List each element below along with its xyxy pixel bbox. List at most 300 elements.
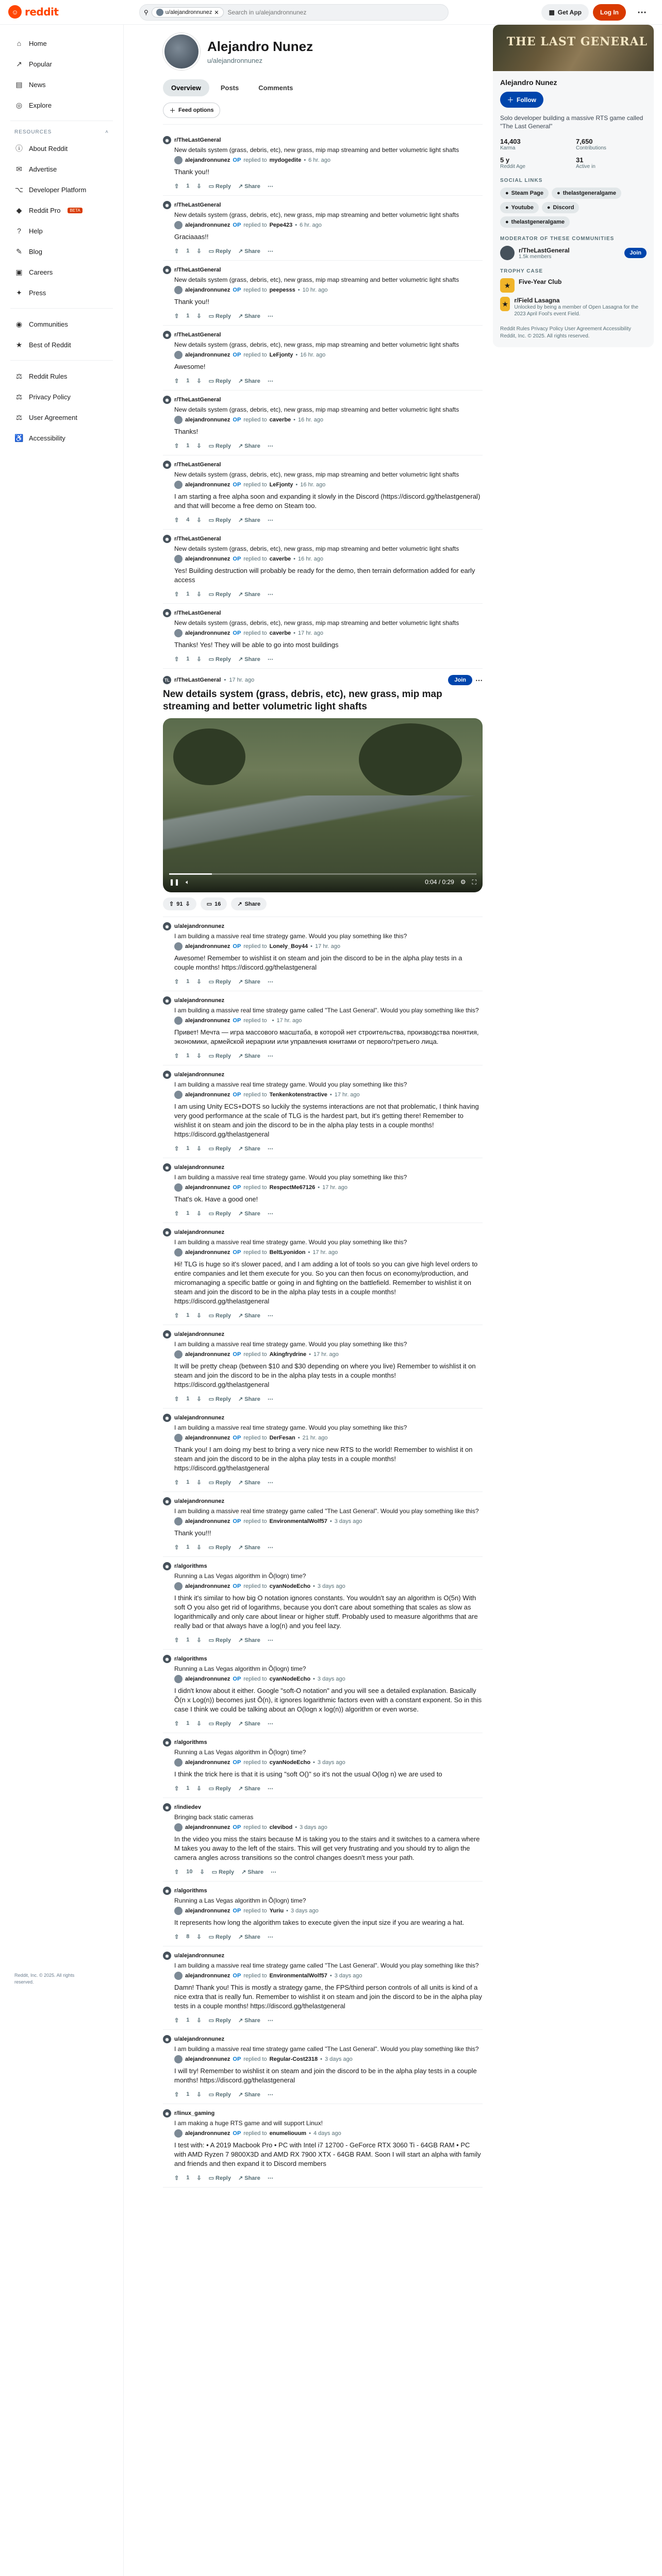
share-button[interactable]: ↗ Share (238, 1544, 260, 1551)
share-button[interactable]: ↗ Share (238, 978, 260, 985)
sidebar-item-reddit-pro[interactable] (6, 200, 117, 221)
replied-to-user[interactable]: Yuriu (269, 1908, 284, 1914)
replied-to-user[interactable]: mydogedite (269, 157, 302, 163)
comment-post-title[interactable]: I am making a huge RTS game and will support Linux! (174, 2120, 323, 2127)
more-options-icon[interactable]: ⋯ (630, 4, 654, 21)
upvote-icon[interactable]: ⇧ (174, 591, 179, 598)
sidebar-item-best-of-reddit[interactable] (6, 334, 117, 355)
chip-close-icon[interactable]: ✕ (214, 9, 219, 16)
downvote-icon[interactable]: ⇩ (196, 1934, 202, 1940)
share-button[interactable]: ↗ Share (238, 1720, 260, 1727)
comment-more-icon[interactable]: ⋯ (267, 978, 273, 985)
reply-button[interactable]: ▭ Reply (208, 1544, 231, 1551)
comment-more-icon[interactable]: ⋯ (267, 1479, 273, 1486)
comment-item[interactable] (163, 1158, 483, 1223)
comment-post-title[interactable]: New details system (grass, debris, etc), new grass, mip map streaming and better volumetric light shafts (174, 341, 459, 348)
reply-button[interactable]: ▭ Reply (208, 1785, 231, 1792)
comment-item[interactable] (163, 1650, 483, 1733)
social-link[interactable] (552, 188, 621, 199)
reply-button[interactable]: ▭ Reply (208, 378, 231, 384)
share-button[interactable]: ↗ Share (238, 1312, 260, 1319)
log-in-button[interactable]: Log In (593, 4, 626, 21)
share-button[interactable]: ↗ Share (238, 517, 260, 523)
share-button[interactable]: ↗ Share (238, 656, 260, 663)
reply-button[interactable]: ▭ Reply (208, 248, 231, 255)
comment-subreddit[interactable]: u/alejandronnunez (174, 1229, 225, 1235)
comment-more-icon[interactable]: ⋯ (267, 656, 273, 663)
comment-author[interactable]: alejandronnunez (185, 1759, 230, 1766)
share-button[interactable]: ↗ Share (238, 1210, 260, 1217)
comment-subreddit[interactable]: u/alejandronnunez (174, 1331, 225, 1337)
reply-button[interactable]: ▭ Reply (208, 1637, 231, 1643)
comment-author[interactable]: alejandronnunez (185, 1676, 230, 1682)
comment-subreddit[interactable]: r/TheLastGeneral (174, 332, 221, 338)
comment-item[interactable] (163, 991, 483, 1065)
downvote-icon[interactable]: ⇩ (196, 2017, 202, 2024)
reply-button[interactable]: ▭ Reply (208, 1934, 231, 1940)
sidebar-item-developer-platform[interactable] (6, 179, 117, 200)
comment-author[interactable]: alejandronnunez (185, 1018, 230, 1024)
comment-author[interactable]: alejandronnunez (185, 2130, 230, 2137)
replied-to-user[interactable]: LeFjonty (269, 352, 293, 358)
comment-subreddit[interactable]: r/algorithms (174, 1739, 207, 1745)
comment-author[interactable]: alejandronnunez (185, 352, 230, 358)
share-button[interactable]: ↗ Share (238, 313, 260, 319)
reddit-logo[interactable] (8, 5, 58, 19)
replied-to-user[interactable]: cyanNodeEcho (269, 1676, 311, 1682)
downvote-icon[interactable]: ⇩ (196, 1785, 202, 1792)
comment-item[interactable] (163, 2104, 483, 2188)
upvote-icon[interactable]: ⇧ (174, 2175, 179, 2181)
sidebar-item-explore[interactable] (6, 95, 117, 115)
comment-subreddit[interactable]: r/algorithms (174, 1888, 207, 1894)
upvote-icon[interactable]: ⇧ (174, 1479, 179, 1486)
comment-subreddit[interactable]: u/alejandronnunez (174, 1498, 225, 1504)
comment-more-icon[interactable]: ⋯ (267, 2017, 273, 2024)
downvote-icon[interactable]: ⇩ (200, 1869, 205, 1875)
search-bar[interactable] (139, 4, 449, 21)
share-button[interactable]: ↗ Share (238, 378, 260, 384)
comment-subreddit[interactable]: r/TheLastGeneral (174, 536, 221, 542)
comment-item[interactable] (163, 455, 483, 530)
replied-to-user[interactable]: DerFesan (269, 1435, 295, 1441)
comment-more-icon[interactable]: ⋯ (267, 248, 273, 255)
comment-post-title[interactable]: Running a Las Vegas algorithm in Õ(logn) time? (174, 1572, 306, 1580)
downvote-icon[interactable]: ⇩ (196, 1145, 202, 1152)
pause-icon[interactable]: ❚❚ (169, 878, 180, 886)
downvote-icon[interactable]: ⇩ (196, 1544, 202, 1551)
tab-comments[interactable]: Comments (258, 84, 293, 92)
sidebar-item-careers[interactable] (6, 262, 117, 282)
comment-post-title[interactable]: New details system (grass, debris, etc), new grass, mip map streaming and better volumetric light shafts (174, 146, 459, 154)
upvote-icon[interactable]: ⇧ (174, 1785, 179, 1792)
share-button[interactable]: ↗ Share (238, 591, 260, 598)
reply-button[interactable]: ▭ Reply (208, 1312, 231, 1319)
sidebar-item-about-reddit[interactable] (6, 138, 117, 159)
downvote-icon[interactable]: ⇩ (196, 443, 202, 449)
replied-to-user[interactable]: Regular-Cost2318 (269, 2056, 318, 2062)
comment-more-icon[interactable]: ⋯ (267, 1544, 273, 1551)
upvote-icon[interactable]: ⇧ (174, 378, 179, 384)
reply-button[interactable]: ▭ Reply (208, 2175, 231, 2181)
tab-posts[interactable]: Posts (220, 84, 239, 92)
post-title[interactable]: New details system (grass, debris, etc), new grass, mip map streaming and better volumetric light shafts (163, 689, 442, 712)
replied-to-user[interactable]: caverbe (269, 556, 291, 562)
post-subreddit[interactable]: r/TheLastGeneral (174, 677, 221, 683)
comment-subreddit[interactable]: u/alejandronnunez (174, 2036, 225, 2042)
share-button[interactable]: ↗ Share (238, 1479, 260, 1486)
upvote-icon[interactable]: ⇧ (174, 1544, 179, 1551)
replied-to-user[interactable]: Tenkenkotenstractive (269, 1092, 327, 1098)
tab-overview[interactable]: Overview (163, 79, 209, 96)
comment-post-title[interactable]: I am building a massive real time strategy game. Would you play something like this? (174, 1424, 407, 1431)
share-button[interactable]: ↗ Share (238, 443, 260, 449)
upvote-icon[interactable]: ⇧ (174, 1934, 179, 1940)
comment-post-title[interactable]: Running a Las Vegas algorithm in Õ(logn) time? (174, 1665, 306, 1672)
upvote-icon[interactable]: ⇧ (174, 248, 179, 255)
comment-subreddit[interactable]: r/algorithms (174, 1563, 207, 1569)
fullscreen-icon[interactable]: ⛶ (472, 878, 476, 886)
replied-to-user[interactable]: caverbe (269, 417, 291, 423)
comment-subreddit[interactable]: r/TheLastGeneral (174, 137, 221, 143)
comment-more-icon[interactable]: ⋯ (267, 1934, 273, 1940)
upvote-icon[interactable]: ⇧ (174, 1720, 179, 1727)
comment-item[interactable] (163, 196, 483, 261)
upvote-icon[interactable]: ⇧ (174, 1210, 179, 1217)
downvote-icon[interactable]: ⇩ (196, 591, 202, 598)
reply-button[interactable]: ▭ Reply (208, 183, 231, 190)
comment-item[interactable] (163, 1325, 483, 1409)
upvote-icon[interactable]: ⇧ (169, 901, 174, 907)
comment-author[interactable]: alejandronnunez (185, 1184, 230, 1191)
comment-subreddit[interactable]: u/alejandronnunez (174, 1415, 225, 1421)
sidebar-item-advertise[interactable] (6, 159, 117, 179)
comment-post-title[interactable]: I am building a massive real time strategy game. Would you play something like this? (174, 933, 407, 940)
upvote-icon[interactable]: ⇧ (174, 1869, 179, 1875)
comment-subreddit[interactable]: u/alejandronnunez (174, 1072, 225, 1078)
comment-post-title[interactable]: New details system (grass, debris, etc), new grass, mip map streaming and better volumetric light shafts (174, 471, 459, 478)
comment-subreddit[interactable]: r/TheLastGeneral (174, 462, 221, 468)
get-app-button[interactable] (541, 4, 589, 21)
comment-more-icon[interactable]: ⋯ (267, 378, 273, 384)
upvote-icon[interactable]: ⇧ (174, 1053, 179, 1059)
community-name[interactable]: r/TheLastGeneral (519, 246, 570, 254)
downvote-icon[interactable]: ⇩ (185, 901, 190, 907)
social-link[interactable] (500, 216, 570, 228)
comment-subreddit[interactable]: u/alejandronnunez (174, 923, 225, 929)
sidebar-item-label: Advertise (29, 165, 57, 173)
share-button[interactable]: ↗ Share (238, 1934, 260, 1940)
comment-post-title[interactable]: Running a Las Vegas algorithm in Õ(logn) time? (174, 1749, 306, 1756)
comment-more-icon[interactable]: ⋯ (267, 1053, 273, 1059)
replied-to-user[interactable]: enumeliouum (269, 2130, 307, 2137)
upvote-icon[interactable]: ⇧ (174, 656, 179, 663)
comment-post-title[interactable]: New details system (grass, debris, etc), new grass, mip map streaming and better volumetric light shafts (174, 619, 459, 626)
comment-more-icon[interactable]: ⋯ (267, 183, 273, 190)
comment-post-title[interactable]: I am building a massive real time strategy game called "The Last General". Would you play something like this? (174, 1507, 479, 1515)
comment-subreddit[interactable]: u/alejandronnunez (174, 997, 225, 1004)
reply-button[interactable]: ▭ Reply (211, 1869, 235, 1875)
reply-button[interactable]: ▭ Reply (208, 2091, 231, 2098)
reply-button[interactable]: ▭ Reply (208, 313, 231, 319)
share-button[interactable]: ↗ Share (238, 2017, 260, 2024)
comment-more-icon[interactable]: ⋯ (267, 2091, 273, 2098)
downvote-icon[interactable]: ⇩ (196, 2091, 202, 2098)
sidebar-item-user-agreement[interactable] (6, 407, 117, 428)
comment-subreddit[interactable]: u/alejandronnunez (174, 1953, 225, 1959)
sidebar-item-reddit-rules[interactable] (6, 366, 117, 386)
comment-subreddit[interactable]: u/alejandronnunez (174, 1164, 225, 1171)
post-video[interactable] (163, 718, 483, 892)
replied-to-user[interactable]: clevibod (269, 1824, 293, 1831)
downvote-icon[interactable]: ⇩ (196, 1396, 202, 1402)
settings-icon[interactable]: ⚙ (460, 878, 466, 886)
comment-post-title[interactable]: Running a Las Vegas algorithm in Õ(logn) time? (174, 1897, 306, 1904)
reply-button[interactable]: ▭ Reply (208, 517, 231, 523)
downvote-icon[interactable]: ⇩ (196, 248, 202, 255)
sidebar-item-news[interactable] (6, 74, 117, 95)
downvote-icon[interactable]: ⇩ (196, 517, 202, 523)
replied-to-user[interactable]: BeltLyonidon (269, 1249, 306, 1256)
volume-icon[interactable]: 🔈︎ (186, 878, 190, 886)
search-scope-chip[interactable] (152, 7, 224, 18)
sidebar-item-privacy-policy[interactable] (6, 386, 117, 407)
comment-post-title[interactable]: I am building a massive real time strategy game called "The Last General". Would you play something like this? (174, 1962, 479, 1969)
comment-item[interactable] (163, 1223, 483, 1325)
comment-author[interactable]: alejandronnunez (185, 2056, 230, 2062)
vote-button[interactable] (163, 897, 196, 910)
comment-post-title[interactable]: New details system (grass, debris, etc), new grass, mip map streaming and better volumetric light shafts (174, 545, 459, 552)
share-button[interactable]: ↗ Share (238, 1145, 260, 1152)
share-button[interactable]: ↗ Share (238, 248, 260, 255)
reply-button[interactable]: ▭ Reply (208, 1720, 231, 1727)
comment-more-icon[interactable]: ⋯ (267, 1312, 273, 1319)
comment-author[interactable]: alejandronnunez (185, 556, 230, 562)
comment-author[interactable]: alejandronnunez (185, 630, 230, 636)
upvote-icon[interactable]: ⇧ (174, 1145, 179, 1152)
comment-score: 1 (186, 1053, 190, 1059)
sidebar-item-help[interactable] (6, 221, 117, 241)
replied-to-user[interactable]: EnvironmentalWolf57 (269, 1973, 327, 1979)
comment-more-icon[interactable]: ⋯ (267, 517, 273, 523)
replied-to-user[interactable]: Pepe423 (269, 222, 293, 228)
comment-item[interactable] (163, 530, 483, 604)
reply-button[interactable]: ▭ Reply (208, 2017, 231, 2024)
comment-item[interactable] (163, 604, 483, 669)
comment-post-title[interactable]: I am building a massive real time strategy game. Would you play something like this? (174, 1341, 407, 1348)
comment-subreddit[interactable]: r/TheLastGeneral (174, 610, 221, 616)
upvote-icon[interactable]: ⇧ (174, 1637, 179, 1643)
comment-post-title[interactable]: I am building a massive real time strategy game. Would you play something like this? (174, 1174, 407, 1181)
comment-post-title[interactable]: I am building a massive real time strategy game. Would you play something like this? (174, 1239, 407, 1246)
comment-author[interactable]: alejandronnunez (185, 1824, 230, 1831)
replied-to-user[interactable]: RespectMe67126 (269, 1184, 316, 1191)
comment-author[interactable]: alejandronnunez (185, 222, 230, 228)
comment-author[interactable]: alejandronnunez (185, 1092, 230, 1098)
sidebar-item-press[interactable] (6, 282, 117, 303)
share-button[interactable]: ↗ Share (238, 1396, 260, 1402)
upvote-icon[interactable]: ⇧ (174, 443, 179, 449)
share-button[interactable]: ↗ Share (238, 2091, 260, 2098)
share-button[interactable]: ↗ Share (238, 183, 260, 190)
reply-button[interactable]: ▭ Reply (208, 656, 231, 663)
comment-post-title[interactable]: Bringing back static cameras (174, 1814, 254, 1821)
upvote-icon[interactable]: ⇧ (174, 183, 179, 190)
replied-to-user[interactable]: EnvironmentalWolf57 (269, 1518, 327, 1524)
downvote-icon[interactable]: ⇩ (196, 1312, 202, 1319)
post-card[interactable] (163, 669, 483, 917)
follow-button[interactable] (500, 92, 543, 108)
join-button[interactable]: Join (448, 675, 472, 685)
comment-post-title[interactable]: I am building a massive real time strategy game called "The Last General". Would you play something like this? (174, 2045, 479, 2053)
comment-more-icon[interactable]: ⋯ (267, 2175, 273, 2181)
comment-item[interactable] (163, 2030, 483, 2104)
reply-button[interactable]: ▭ Reply (208, 1479, 231, 1486)
comment-author[interactable]: alejandronnunez (185, 482, 230, 488)
comment-author[interactable]: alejandronnunez (185, 1908, 230, 1914)
sidebar-item-popular[interactable] (6, 54, 117, 74)
moderated-community[interactable] (500, 246, 647, 260)
comment-author[interactable]: alejandronnunez (185, 1518, 230, 1524)
upvote-icon[interactable]: ⇧ (174, 2091, 179, 2098)
comment-subreddit[interactable]: r/TheLastGeneral (174, 397, 221, 403)
downvote-icon[interactable]: ⇩ (196, 978, 202, 985)
comment-item[interactable] (163, 261, 483, 326)
comment-post-title[interactable]: New details system (grass, debris, etc), new grass, mip map streaming and better volumetric light shafts (174, 276, 459, 283)
comment-subreddit[interactable]: r/indiedev (174, 1804, 201, 1810)
sidebar-item-home[interactable] (6, 33, 117, 54)
comment-author[interactable]: alejandronnunez (185, 417, 230, 423)
social-link[interactable] (542, 202, 580, 213)
downvote-icon[interactable]: ⇩ (196, 1210, 202, 1217)
share-button[interactable] (231, 897, 267, 910)
reply-button[interactable]: ▭ Reply (208, 443, 231, 449)
comment-author[interactable]: alejandronnunez (185, 157, 230, 163)
comment-post-title[interactable]: I am building a massive real time strategy game called "The Last General". Would you play something like this? (174, 1007, 479, 1014)
upvote-icon[interactable]: ⇧ (174, 2017, 179, 2024)
upvote-icon[interactable]: ⇧ (174, 1312, 179, 1319)
replied-to-user[interactable]: cyanNodeEcho (269, 1759, 311, 1766)
share-button[interactable]: ↗ Share (238, 2175, 260, 2181)
social-link[interactable] (500, 202, 539, 213)
reply-button[interactable]: ▭ Reply (208, 1145, 231, 1152)
comments-button[interactable] (201, 897, 227, 910)
comment-author[interactable]: alejandronnunez (185, 1583, 230, 1589)
comment-author[interactable]: alejandronnunez (185, 943, 230, 950)
comment-item[interactable] (163, 1557, 483, 1650)
comment-author[interactable]: alejandronnunez (185, 1435, 230, 1441)
comment-item[interactable] (163, 391, 483, 455)
comment-more-icon[interactable]: ⋯ (267, 1637, 273, 1643)
reply-button[interactable]: ▭ Reply (208, 1210, 231, 1217)
separator: • (320, 2056, 322, 2062)
downvote-icon[interactable]: ⇩ (196, 183, 202, 190)
comment-author[interactable]: alejandronnunez (185, 1249, 230, 1256)
comment-more-icon[interactable]: ⋯ (267, 1145, 273, 1152)
comment-subreddit[interactable]: r/TheLastGeneral (174, 202, 221, 208)
comment-post-title[interactable]: New details system (grass, debris, etc), new grass, mip map streaming and better volumetric light shafts (174, 211, 459, 218)
downvote-icon[interactable]: ⇩ (196, 1053, 202, 1059)
share-button[interactable]: ↗ Share (238, 1053, 260, 1059)
downvote-icon[interactable]: ⇩ (196, 378, 202, 384)
downvote-icon[interactable]: ⇩ (196, 2175, 202, 2181)
upvote-icon[interactable]: ⇧ (174, 1396, 179, 1402)
comment-item[interactable] (163, 1409, 483, 1492)
sidebar-item-blog[interactable] (6, 241, 117, 262)
upvote-icon[interactable]: ⇧ (174, 517, 179, 523)
downvote-icon[interactable]: ⇩ (196, 656, 202, 663)
comment-subreddit[interactable]: r/algorithms (174, 1656, 207, 1662)
replied-to-user[interactable]: cyanNodeEcho (269, 1583, 311, 1589)
upvote-icon[interactable]: ⇧ (174, 313, 179, 319)
comment-author[interactable]: alejandronnunez (185, 287, 230, 293)
feed-options-button[interactable] (163, 103, 220, 118)
share-button[interactable]: ↗ Share (238, 1637, 260, 1643)
reply-button[interactable]: ▭ Reply (208, 978, 231, 985)
comment-subreddit[interactable]: r/TheLastGeneral (174, 267, 221, 273)
sidebar-item-communities[interactable] (6, 314, 117, 334)
share-button[interactable]: ↗ Share (238, 1785, 260, 1792)
reply-button[interactable]: ▭ Reply (208, 1053, 231, 1059)
reply-button[interactable]: ▭ Reply (208, 1396, 231, 1402)
replied-to-user[interactable]: LeFjonty (269, 482, 293, 488)
comment-more-icon[interactable]: ⋯ (267, 1720, 273, 1727)
comment-more-icon[interactable]: ⋯ (267, 1785, 273, 1792)
comment-more-icon[interactable]: ⋯ (267, 313, 273, 319)
post-more-icon[interactable]: ⋯ (475, 675, 483, 684)
reply-button[interactable]: ▭ Reply (208, 591, 231, 598)
share-button[interactable]: ↗ Share (241, 1869, 263, 1875)
comment-item[interactable] (163, 1946, 483, 2030)
comment-item[interactable] (163, 1733, 483, 1798)
resources-heading[interactable] (6, 126, 117, 138)
comment-post-title[interactable]: New details system (grass, debris, etc), new grass, mip map streaming and better volumetric light shafts (174, 406, 459, 413)
replied-to-user[interactable]: Akingfrydrine (269, 1351, 307, 1358)
comment-item[interactable] (163, 1798, 483, 1882)
comment-post-title[interactable]: I am building a massive real time strategy game. Would you play something like this? (174, 1081, 407, 1088)
comment-more-icon[interactable]: ⋯ (267, 1396, 273, 1402)
comment-item[interactable] (163, 1492, 483, 1557)
comment-more-icon[interactable]: ⋯ (267, 443, 273, 449)
replied-to-user[interactable]: peepesss (269, 287, 295, 293)
comment-item[interactable] (163, 1065, 483, 1158)
comment-meta (174, 1972, 483, 1980)
downvote-icon[interactable]: ⇩ (196, 1479, 202, 1486)
downvote-icon[interactable]: ⇩ (196, 1720, 202, 1727)
replied-to-user[interactable]: caverbe (269, 630, 291, 636)
comment-subreddit[interactable]: r/linux_gaming (174, 2110, 215, 2116)
comment-item[interactable] (163, 917, 483, 991)
sidebar-item-accessibility[interactable] (6, 428, 117, 448)
replied-to-user[interactable]: Lonely_Boy44 (269, 943, 308, 950)
downvote-icon[interactable]: ⇩ (196, 1637, 202, 1643)
comment-meta (174, 2055, 483, 2063)
social-link[interactable] (500, 188, 549, 199)
upvote-icon[interactable]: ⇧ (174, 978, 179, 985)
comment-item[interactable] (163, 131, 483, 196)
community-join-button[interactable]: Join (624, 248, 647, 258)
comment-more-icon[interactable]: ⋯ (270, 1869, 276, 1875)
comment-score: 1 (186, 248, 190, 254)
comment-more-icon[interactable]: ⋯ (267, 1210, 273, 1217)
comment-item[interactable] (163, 326, 483, 391)
comment-author[interactable]: alejandronnunez (185, 1351, 230, 1358)
downvote-icon[interactable]: ⇩ (196, 313, 202, 319)
search-input[interactable] (227, 8, 444, 16)
comment-item[interactable] (163, 1882, 483, 1946)
comment-author[interactable]: alejandronnunez (185, 1973, 230, 1979)
comment-more-icon[interactable]: ⋯ (267, 591, 273, 598)
